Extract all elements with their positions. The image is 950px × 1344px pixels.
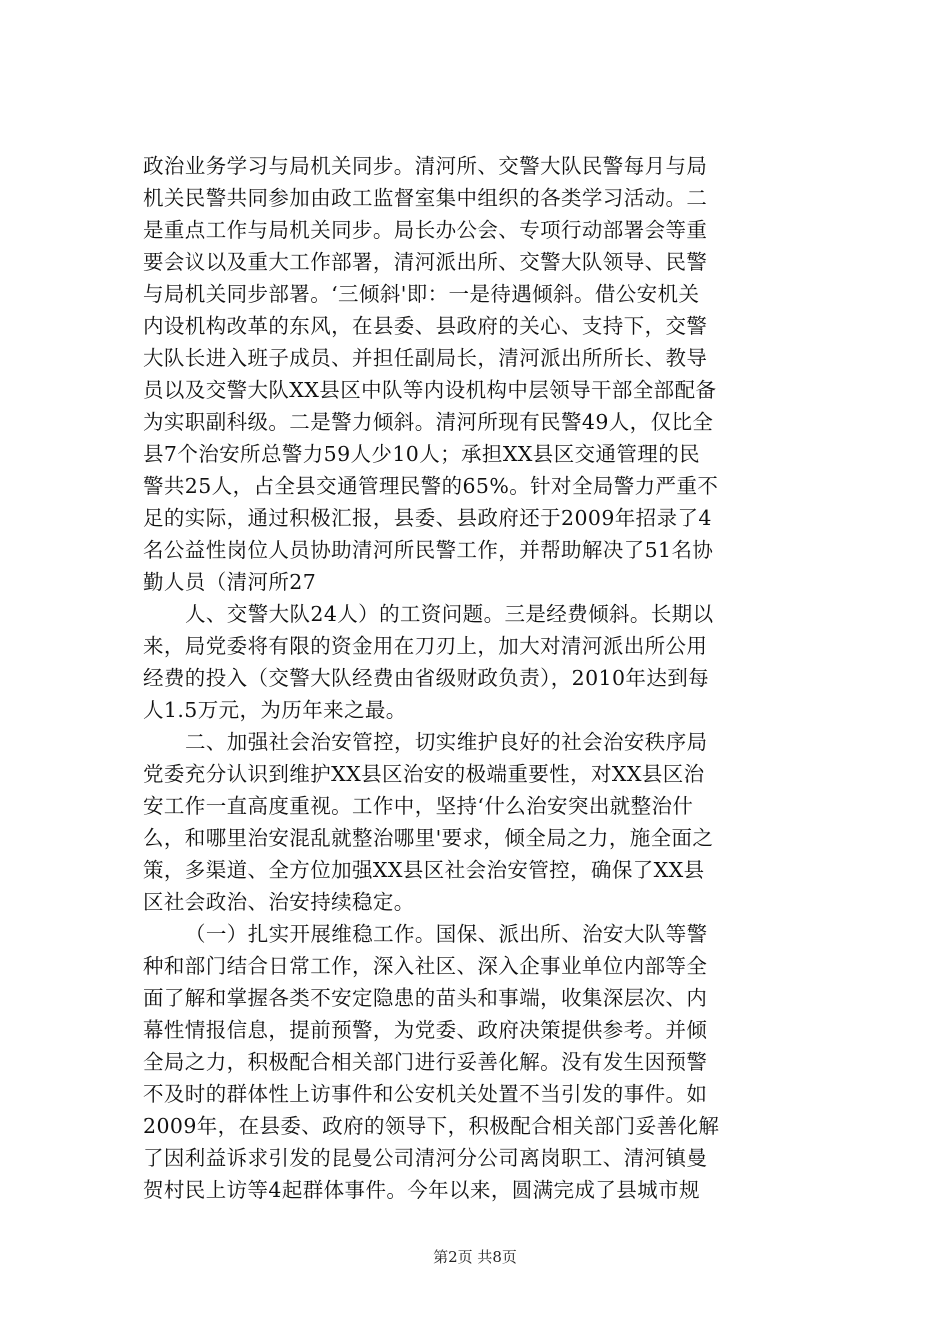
text-line: 安工作一直高度重视。工作中，坚持‘什么治安突出就整治什 xyxy=(143,794,694,818)
text-line: 策，多渠道、全方位加强XX县区社会治安管控，确保了XX县 xyxy=(143,858,705,882)
text-line: 经费的投入（交警大队经费由省级财政负责），2010年达到每 xyxy=(143,666,710,690)
text-line: 勤人员（清河所27 xyxy=(143,570,317,594)
text-line: 政治业务学习与局机关同步。清河所、交警大队民警每月与局 xyxy=(143,154,708,178)
text-line: 名公益性岗位人员协助清河所民警工作，并帮助解决了51名协 xyxy=(143,538,714,562)
text-line: 为实职副科级。二是警力倾斜。清河所现有民警49人，仅比全 xyxy=(143,410,714,434)
text-line: 不及时的群体性上访事件和公安机关处置不当引发的事件。如 xyxy=(143,1082,708,1106)
text-line: 要会议以及重大工作部署，清河派出所、交警大队领导、民警 xyxy=(143,250,708,274)
text-line: 大队长进入班子成员、并担任副局长，清河派出所所长、教导 xyxy=(143,346,708,370)
text-line: 足的实际，通过积极汇报，县委、县政府还于2009年招录了4 xyxy=(143,506,712,530)
text-line: 员以及交警大队XX县区中队等内设机构中层领导干部全部配备 xyxy=(143,378,717,402)
text-line: 人、交警大队24人）的工资问题。三是经费倾斜。长期以 xyxy=(185,602,714,626)
text-line: 面了解和掌握各类不安定隐患的苗头和事端，收集深层次、内 xyxy=(143,986,708,1010)
text-line: 警共25人，占全县交通管理民警的65%。针对全局警力严重不 xyxy=(143,474,719,498)
text-line: 机关民警共同参加由政工监督室集中组织的各类学习活动。二 xyxy=(143,186,708,210)
text-line: 了因利益诉求引发的昆曼公司清河分公司离岗职工、清河镇曼 xyxy=(143,1146,708,1170)
text-line: 区社会政治、治安持续稳定。 xyxy=(143,890,415,914)
body-text xyxy=(143,150,807,1206)
text-line: 人1.5万元，为历年来之最。 xyxy=(143,698,407,722)
text-line: 么，和哪里治安混乱就整治哪里'要求，倾全局之力，施全面之 xyxy=(143,826,714,850)
text-line: 幕性情报信息，提前预警，为党委、政府决策提供参考。并倾 xyxy=(143,1018,708,1042)
text-line: 是重点工作与局机关同步。局长办公会、专项行动部署会等重 xyxy=(143,218,708,242)
text-line: 来，局党委将有限的资金用在刀刃上，加大对清河派出所公用 xyxy=(143,634,708,658)
subsection-heading-line: （一）扎实开展维稳工作。国保、派出所、治安大队等警 xyxy=(185,922,708,946)
text-line: 党委充分认识到维护XX县区治安的极端重要性，对XX县区治 xyxy=(143,762,705,786)
text-line: 全局之力，积极配合相关部门进行妥善化解。没有发生因预警 xyxy=(143,1050,708,1074)
text-line: 2009年，在县委、政府的领导下，积极配合相关部门妥善化解 xyxy=(143,1114,720,1138)
page-number-footer: 第2页 共8页 xyxy=(433,1248,517,1266)
text-line: 贺村民上访等4起群体事件。今年以来，圆满完成了县城市规 xyxy=(143,1178,700,1202)
text-line: 县7个治安所总警力59人少10人；承担XX县区交通管理的民 xyxy=(143,442,701,466)
text-line: 种和部门结合日常工作，深入社区、深入企事业单位内部等全 xyxy=(143,954,708,978)
text-line: 内设机构改革的东风，在县委、县政府的关心、支持下，交警 xyxy=(143,314,708,338)
section-heading-line: 二、加强社会治安管控，切实维护良好的社会治安秩序局 xyxy=(185,730,708,754)
text-line: 与局机关同步部署。‘三倾斜'即：一是待遇倾斜。借公安机关 xyxy=(143,282,700,306)
